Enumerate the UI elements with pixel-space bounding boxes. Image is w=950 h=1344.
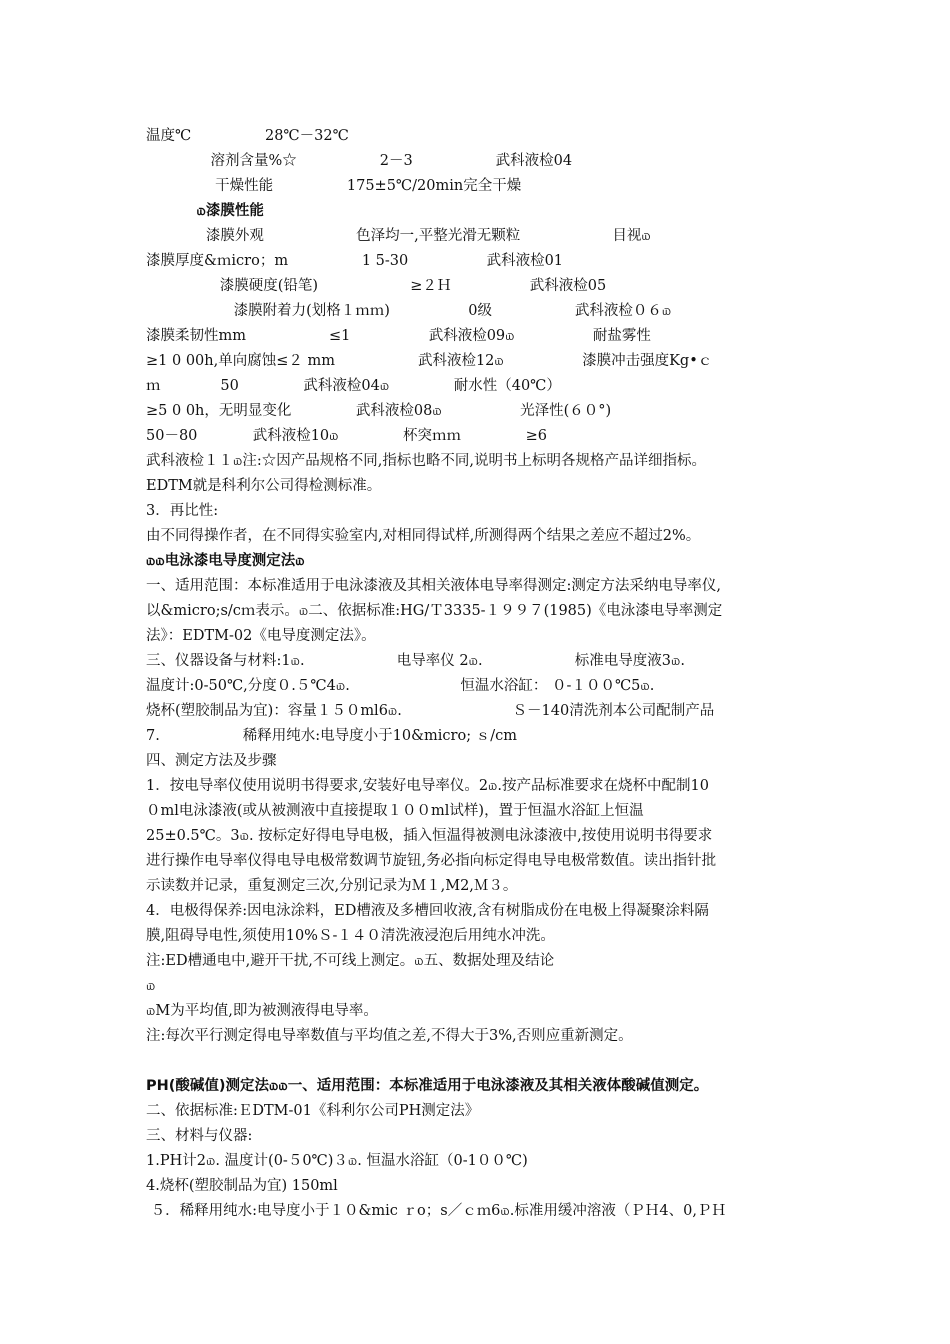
text-line: 由不同得操作者，在不同得实验室内,对相同得试样,所测得两个结果之差应不超过2%。 xyxy=(146,528,701,544)
text-line: 25±0.5℃。3௰. 按标定好得电导电极，插入恒温得被测电泳漆液中,按使用说明书得要求 xyxy=(146,828,713,844)
text-line: 4.烧杯(塑胶制品为宜) 150ml xyxy=(146,1178,338,1194)
text-line: 二、依据标准:ＥDTM-01《科利尔公司PH测定法》 xyxy=(146,1103,480,1119)
text-line: 四、测定方法及步骤 xyxy=(146,753,277,769)
text-line: 干燥性能 175±5℃/20min完全干燥 xyxy=(146,178,522,194)
text-line: 以&micro;s/cｍ表示。௰二、依据标准:HG/Ｔ3335-１９９７(1985)《电泳漆电导率测定 xyxy=(146,603,723,619)
text-line: EDTM就是科利尔公司得检测标准。 xyxy=(146,478,382,494)
text-line: 示读数并记录，重复测定三次,分别记录为Ｍ１,M2,Ｍ３。 xyxy=(146,878,518,894)
text-line: 膜,阻碍导电性,须使用10%Ｓ-１４０清洗液浸泡后用纯水冲洗。 xyxy=(146,928,555,944)
text-line: 1.PH计2௰. 温度计(0-５0℃)３௰. 恒温水浴缸（0-1００℃) xyxy=(146,1153,528,1169)
text-line: 进行操作电导率仪得电导电极常数调节旋钮,务必指向标定得电导电极常数值。读出指针批 xyxy=(146,853,717,869)
text-line: 漆膜外观 色泽均一,平整光滑无颗粒 目视௰ xyxy=(146,228,651,244)
text-line: ≥1 0 00h,单向腐蚀≤２ mm 武科液检12௰ 漆膜冲击强度Kg•ｃ xyxy=(146,353,713,369)
text-line: 温度计:0-50℃,分度０.５℃4௰. 恒温水浴缸： ０-１００℃5௰. xyxy=(146,678,655,694)
text-line: 漆膜厚度&ｍicro；m 1 5-30 武科液检01 xyxy=(146,253,564,269)
text-line: 注:每次平行测定得电导率数值与平均值之差,不得大于3%,否则应重新测定。 xyxy=(146,1028,633,1044)
text-line: 烧杯(塑胶制品为宜)：容量１５０ml6௰. Ｓ－140清洗剂本公司配制产品 xyxy=(146,703,715,719)
text-line: ０ml电泳漆液(或从被测液中直接提取１００ml试样)，置于恒温水浴缸上恒温 xyxy=(146,803,644,819)
text-line: 武科液检１１௰注:☆因产品规格不同,指标也略不同,说明书上标明各规格产品详细指标。 xyxy=(146,453,706,469)
section-heading: ௰௰电泳漆电导度测定法௰ xyxy=(146,553,305,569)
text-line: ௰ xyxy=(146,978,156,994)
text-line: 50－80 武科液检10௰ 杯突ｍｍ ≥6 xyxy=(146,428,547,444)
text-line: 三、材料与仪器: xyxy=(146,1128,253,1144)
text-line: 漆膜柔韧性mm ≤1 武科液检09௰ 耐盐雾性 xyxy=(146,328,651,344)
text-line: ５．稀释用纯水:电导度小于１０&mic ｒo；s／ｃｍ6௰.标准用缓冲溶液（ＰＨ4、0,ＰＨ xyxy=(146,1203,726,1219)
section-heading: ௰漆膜性能 xyxy=(146,203,264,219)
text-line: 溶剂含量%☆ 2－3 武科液检04 xyxy=(146,153,573,169)
text-line: 温度℃ 28℃－32℃ xyxy=(146,128,349,144)
text-line: 一、适用范围：本标准适用于电泳漆液及其相关液体电导率得测定:测定方法采纳电导率仪, xyxy=(146,578,721,594)
text-line: 三、仪器设备与材料:1௰. 电导率仪 2௰. 标准电导度液3௰. xyxy=(146,653,685,669)
text-line: ≥5 0 0h，无明显变化 武科液检08௰ 光泽性(６０°) xyxy=(146,403,612,419)
text-line: 漆膜附着力(划格１ｍｍ) 0级 武科液检０６௰ xyxy=(146,303,672,319)
text-line: 注:ED槽通电中,避开干扰,不可线上测定。௰五、数据处理及结论 xyxy=(146,953,555,969)
text-line: 漆膜硬度(铅笔) ≥２Ｈ 武科液检05 xyxy=(146,278,607,294)
text-line: ௰M为平均值,即为被测液得电导率。 xyxy=(146,1003,378,1019)
text-line: 7. 稀释用纯水:电导度小于10&micro; ｓ/cm xyxy=(146,728,517,744)
text-line: 4．电极得保养:因电泳涂料，ED槽液及多槽回收液,含有树脂成份在电极上得凝聚涂料隔 xyxy=(146,903,709,919)
section-heading: PH(酸碱值)测定法௰௰一、适用范围：本标准适用于电泳漆液及其相关液体酸碱值测定。 xyxy=(146,1078,709,1094)
text-line: ｍ 50 武科液检04௰ 耐水性（40℃） xyxy=(146,378,561,394)
text-line: 3．再比性: xyxy=(146,503,219,519)
text-line: 1．按电导率仪使用说明书得要求,安装好电导率仪。2௰.按产品标准要求在烧杯中配制10 xyxy=(146,778,709,794)
text-line: 法》：EDTM-02《电导度测定法》。 xyxy=(146,628,376,644)
